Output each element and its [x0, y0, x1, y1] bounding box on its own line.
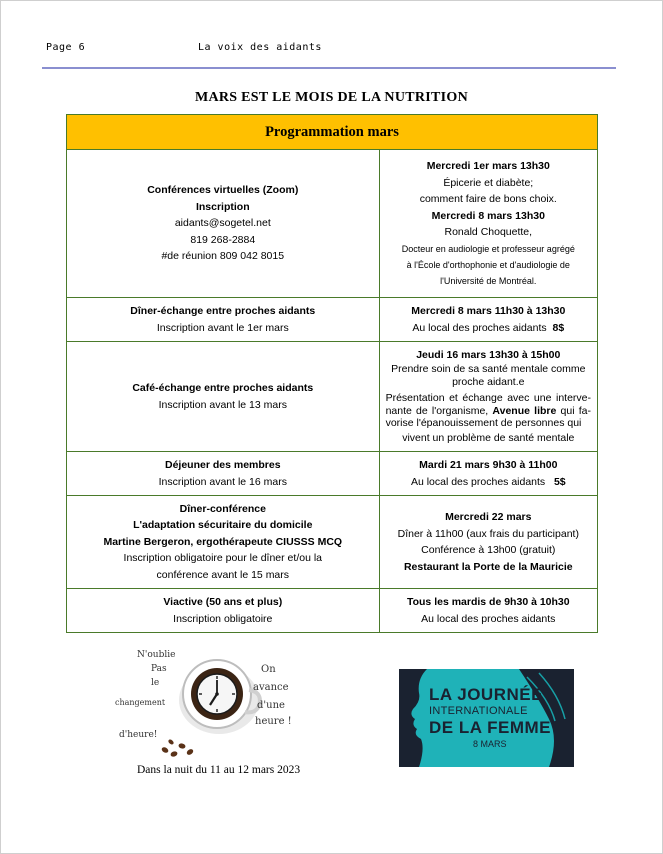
schedule-cell — [379, 496, 597, 589]
handwritten-word: d'une — [257, 700, 285, 711]
event-cell — [67, 298, 380, 342]
schedule-detail: comment faire de bons choix. — [419, 193, 557, 206]
schedule-location — [386, 320, 591, 337]
table-row — [67, 452, 598, 496]
event-registration: Inscription avant le 13 mars — [158, 398, 287, 411]
section-title: MARS EST LE MOIS DE LA NUTRITION — [194, 90, 469, 105]
table-heading: Programmation mars — [67, 115, 598, 150]
table-row — [67, 298, 598, 342]
schedule-cell — [379, 298, 597, 342]
event-title: Déjeuner des membres — [165, 459, 281, 471]
handwritten-word: changement — [115, 698, 166, 707]
price: 8$ — [552, 321, 565, 334]
description-text: vivent un problème de santé mentale — [402, 431, 575, 444]
handwritten-word: Pas — [151, 664, 167, 674]
organisation-name: Avenue libre — [492, 404, 557, 417]
event-cell — [67, 496, 380, 589]
event-registration: Inscription avant le 16 mars — [158, 475, 287, 488]
schedule-date: Mercredi 1er mars 13h30 — [426, 160, 550, 173]
event-registration: conférence avant le 15 mars — [156, 568, 290, 581]
coffee-beans-icon — [159, 736, 199, 760]
time-change-image — [115, 644, 295, 762]
schedule-date: Jeudi 16 mars 13h30 à 15h00 — [416, 348, 561, 361]
description-text: Présentation et échange avec une interve-nante de l'organisme, — [385, 392, 591, 417]
schedule-date: Mercredi 8 mars 13h30 — [431, 209, 545, 222]
schedule-detail: Conférence à 13h00 (gratuit) — [421, 544, 556, 556]
schedule-cell — [379, 589, 597, 633]
handwritten-word: avance — [253, 682, 289, 693]
speaker-title: l'Université de Montréal. — [440, 275, 537, 286]
clock-icon — [175, 650, 265, 740]
schedule-date: Mercredi 8 mars 11h30 à 13h30 — [411, 305, 566, 317]
speaker-name: Martine Bergeron, ergothérapeute CIUSSS MCQ — [103, 535, 343, 548]
table-row — [67, 496, 598, 589]
event-title: Dîner-échange entre proches aidants — [130, 305, 316, 317]
publication-title: La voix des aidants — [198, 42, 322, 53]
schedule-description — [386, 392, 591, 430]
schedule-detail: Dîner à 11h00 (aux frais du participant) — [397, 527, 579, 540]
speaker-name: Ronald Choquette, — [444, 226, 533, 239]
banner-line: INTERNATIONALE — [429, 705, 528, 717]
program-table — [66, 114, 598, 633]
event-title: Viactive (50 ans et plus) — [163, 596, 283, 608]
schedule-cell — [379, 452, 597, 496]
event-registration: Inscription avant le 1er mars — [156, 321, 289, 334]
banner-date: 8 MARS — [473, 739, 507, 749]
conference-title: L'adaptation sécuritaire du domicile — [133, 519, 313, 532]
table-heading-row — [67, 115, 598, 150]
description-text: qui fa-vorise l'épanouissement de personnes qui — [385, 404, 592, 430]
event-cell — [67, 150, 380, 298]
handwritten-word: d'heure! — [119, 730, 158, 740]
time-change-caption: Dans la nuit du 11 au 12 mars 2023 — [137, 764, 301, 776]
event-registration: Inscription obligatoire — [173, 612, 273, 625]
event-cell — [67, 452, 380, 496]
location-text: Au local des proches aidants — [412, 321, 547, 334]
schedule-location: Au local des proches aidants — [421, 612, 556, 625]
event-title: Café-échange entre proches aidants — [132, 382, 314, 394]
event-cell — [67, 589, 380, 633]
schedule-date: Tous les mardis de 9h30 à 10h30 — [406, 596, 570, 608]
speaker-title: Docteur en audiologie et professeur agrégé — [401, 243, 575, 254]
contact-phone: 819 268-2884 — [190, 233, 256, 246]
schedule-detail: Épicerie et diabète; — [443, 176, 534, 189]
event-cell — [67, 342, 380, 452]
schedule-cell — [379, 150, 597, 298]
schedule-date: Mercredi 22 mars — [445, 511, 532, 523]
table-row — [67, 589, 598, 633]
venue-name: Restaurant la Porte de la Mauricie — [403, 560, 573, 573]
event-title: Dîner-conférence — [179, 502, 266, 515]
event-title: Conférences virtuelles (Zoom) — [147, 184, 299, 197]
location-text: Au local des proches aidants — [410, 475, 546, 488]
banner-line: DE LA FEMME — [429, 718, 551, 737]
banner-line: LA JOURNÉE — [429, 685, 543, 704]
schedule-detail: Prendre soin de sa santé mentale comme proche aidant.e — [391, 363, 586, 388]
page-number: Page 6 — [46, 42, 86, 53]
handwritten-word: N'oublie — [137, 650, 176, 660]
meeting-id: #de réunion 809 042 8015 — [161, 250, 285, 263]
schedule-location — [386, 474, 591, 491]
schedule-date: Mardi 21 mars 9h30 à 11h00 — [419, 459, 558, 471]
schedule-cell — [379, 342, 597, 452]
contact-email: aidants@sogetel.net — [174, 217, 271, 230]
price: 5$ — [553, 475, 566, 488]
event-registration: Inscription — [195, 200, 250, 213]
handwritten-word: le — [151, 678, 160, 688]
handwritten-word: heure ! — [255, 716, 292, 727]
handwritten-word: On — [261, 664, 276, 675]
womens-day-banner — [399, 669, 574, 767]
table-row — [67, 150, 598, 298]
header-rule — [42, 67, 616, 69]
speaker-title: à l'École d'orthophonie et d'audiologie de — [406, 259, 570, 270]
page-header — [46, 42, 617, 56]
table-row — [67, 342, 598, 452]
event-registration: Inscription obligatoire pour le dîner et/ou la — [123, 552, 323, 565]
